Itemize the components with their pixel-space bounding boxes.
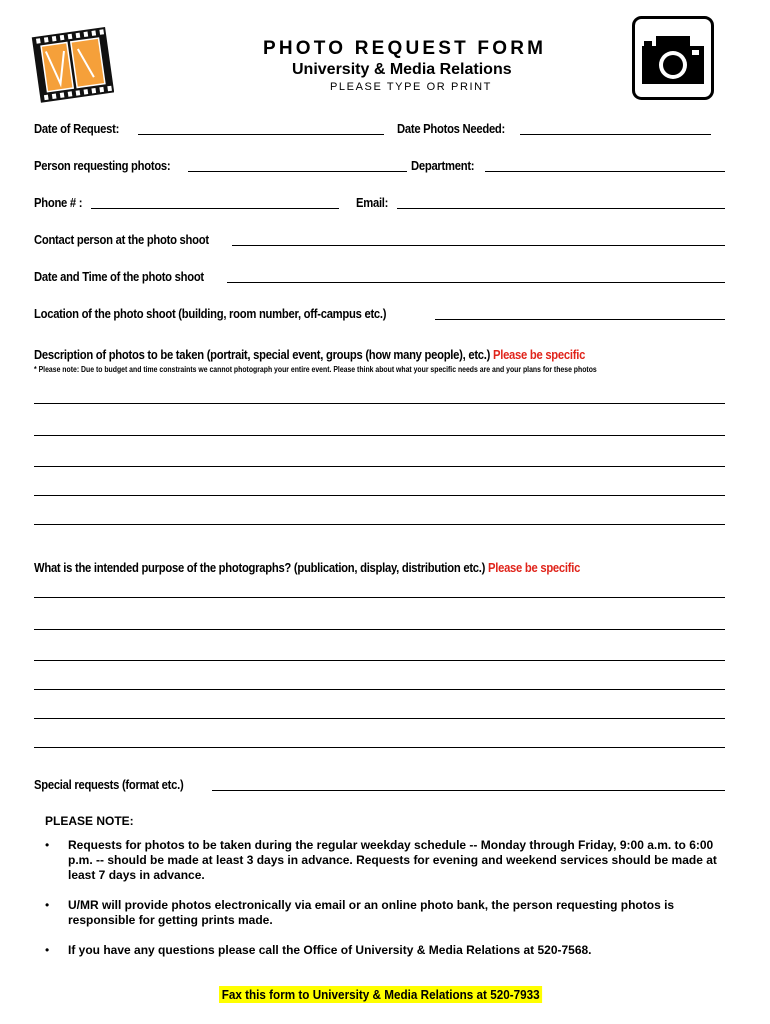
note-item: Requests for photos to be taken during the regular weekday schedule -- Monday through Friday, 9:00 a.m. to 6:00 p.m. -- should be made at least 3 days in advance. Requests for evening and weekend services should be made at least 7 days in advance. — [68, 838, 717, 882]
purpose-label-text: What is the intended purpose of the photographs? (publication, display, distribution etc.) — [34, 561, 486, 575]
note-item: If you have any questions please call the Office of University & Media Relations at 520-7568. — [68, 943, 592, 957]
description-label-text: Description of photos to be taken (portrait, special event, groups (how many people), etc.) — [34, 348, 491, 362]
bullet-icon: • — [45, 838, 50, 852]
purpose-line[interactable] — [34, 660, 725, 661]
purpose-emphasis: Please be specific — [487, 561, 581, 575]
phone-label: Phone # : — [34, 196, 83, 210]
purpose-label — [34, 561, 580, 575]
description-label — [34, 348, 585, 362]
bullet-icon: • — [45, 898, 50, 912]
person-requesting-label: Person requesting photos: — [34, 159, 171, 173]
special-requests-field[interactable] — [212, 790, 725, 791]
email-field[interactable] — [397, 208, 725, 209]
date-of-request-label: Date of Request: — [34, 122, 120, 136]
description-note: * Please note: Due to budget and time constraints we cannot photograph your entire event. Please think about what your specific needs are and your plans for these photos — [34, 365, 597, 374]
description-line[interactable] — [34, 403, 725, 404]
purpose-line[interactable] — [34, 597, 725, 598]
date-time-field[interactable] — [227, 282, 725, 283]
date-of-request-field[interactable] — [138, 134, 384, 135]
note-item: U/MR will provide photos electronically via email or an online photo bank, the person requesting photos is responsible for getting prints made. — [68, 898, 675, 927]
date-time-label: Date and Time of the photo shoot — [34, 270, 204, 284]
description-line[interactable] — [34, 466, 725, 467]
description-line[interactable] — [34, 524, 725, 525]
fax-instruction: Fax this form to University & Media Relations at 520-7933 — [219, 986, 542, 1003]
print-instruction: PLEASE TYPE OR PRINT — [330, 81, 493, 93]
department-field[interactable] — [485, 171, 725, 172]
film-strip-icon — [30, 26, 114, 104]
date-photos-needed-label: Date Photos Needed: — [397, 122, 506, 136]
contact-person-field[interactable] — [232, 245, 725, 246]
department-label: Department: — [411, 159, 475, 173]
purpose-line[interactable] — [34, 718, 725, 719]
page-title: PHOTO REQUEST FORM — [263, 38, 547, 59]
special-requests-label: Special requests (format etc.) — [34, 778, 184, 792]
purpose-line[interactable] — [34, 747, 725, 748]
location-label: Location of the photo shoot (building, room number, off-campus etc.) — [34, 307, 387, 321]
date-photos-needed-field[interactable] — [520, 134, 711, 135]
description-line[interactable] — [34, 495, 725, 496]
bullet-icon: • — [45, 943, 50, 957]
please-note-heading: PLEASE NOTE: — [45, 814, 134, 828]
purpose-line[interactable] — [34, 629, 725, 630]
contact-person-label: Contact person at the photo shoot — [34, 233, 209, 247]
location-field[interactable] — [435, 319, 725, 320]
department-subtitle: University & Media Relations — [292, 61, 512, 78]
description-emphasis: Please be specific — [492, 348, 586, 362]
person-requesting-field[interactable] — [188, 171, 407, 172]
description-line[interactable] — [34, 435, 725, 436]
camera-icon — [632, 16, 714, 100]
phone-field[interactable] — [91, 208, 339, 209]
purpose-line[interactable] — [34, 689, 725, 690]
email-label: Email: — [356, 196, 389, 210]
